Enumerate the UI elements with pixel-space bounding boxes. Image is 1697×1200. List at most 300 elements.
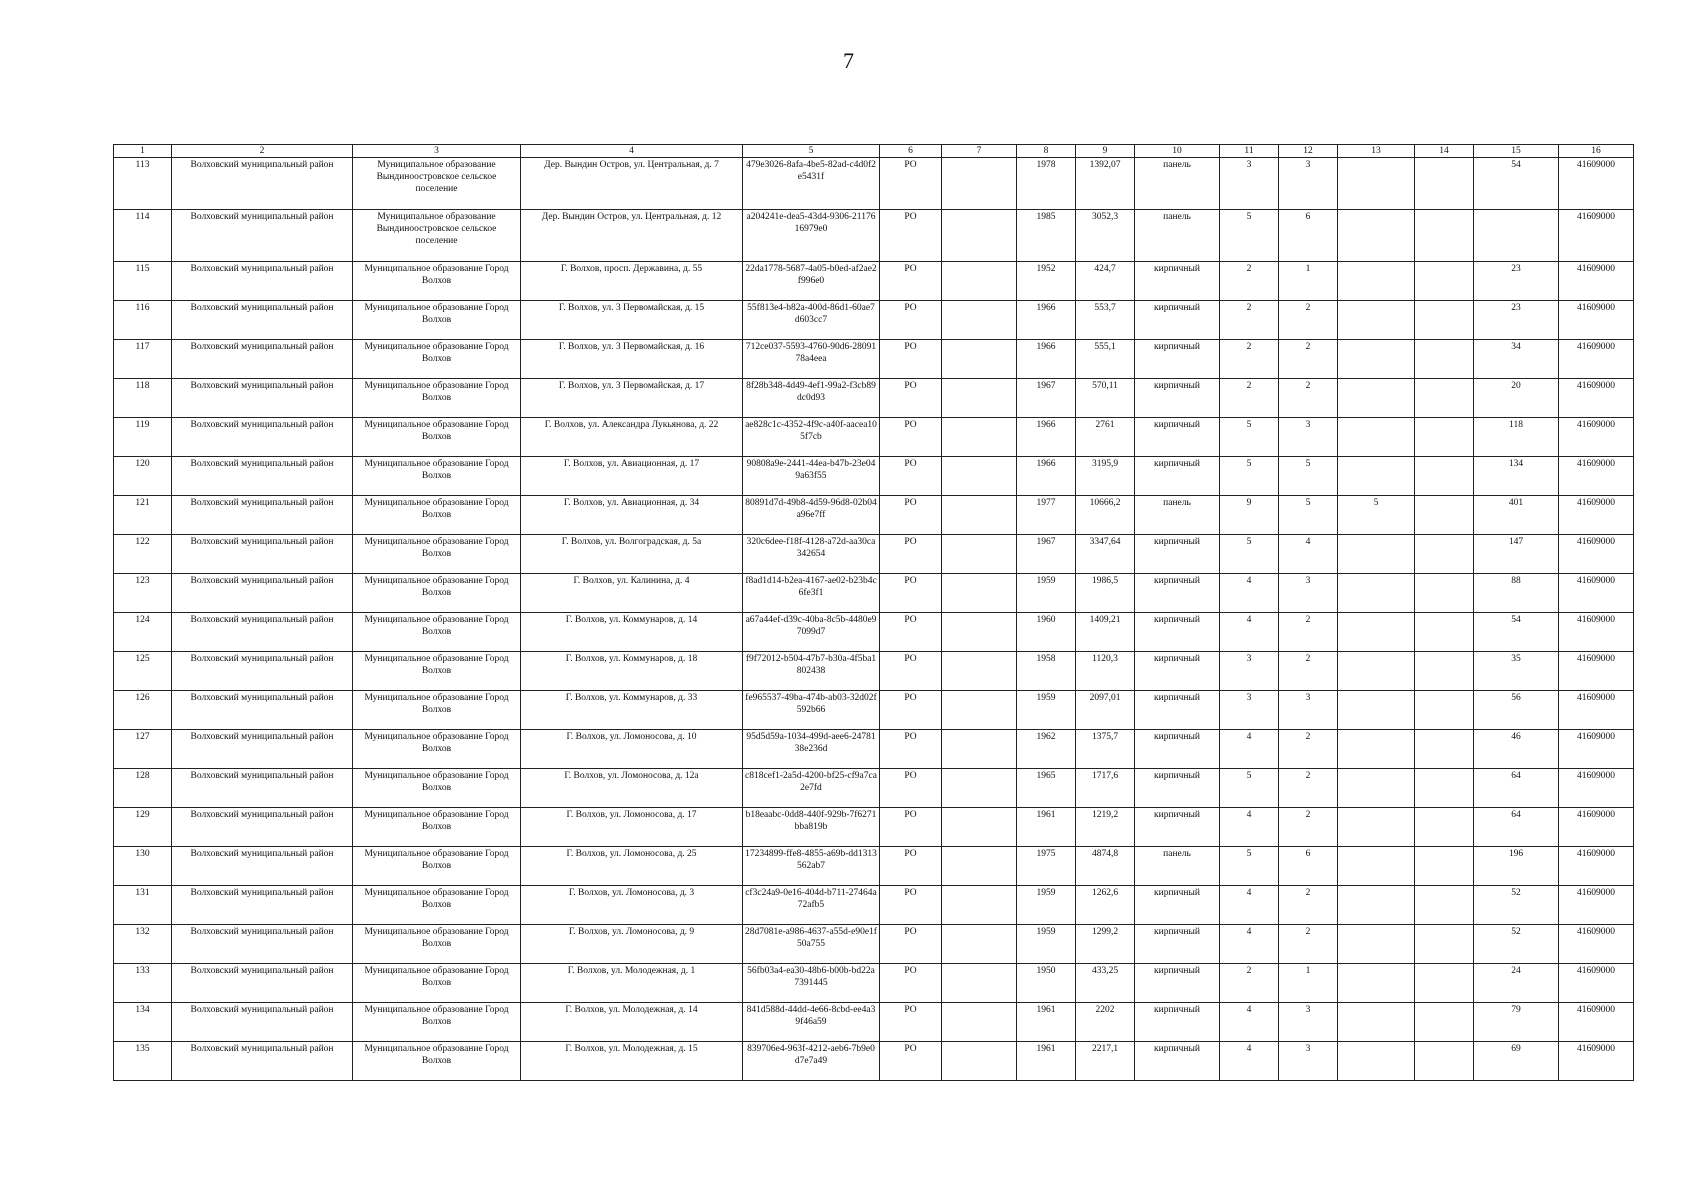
table-cell-col-1: 124 [114,613,172,652]
table-cell-col-10: кирпичный [1135,925,1220,964]
table-cell-col-11: 5 [1220,535,1279,574]
table-cell-col-4: Г. Волхов, ул. Ломоносова, д. 9 [521,925,743,964]
table-cell-col-13 [1338,964,1415,1003]
table-cell-col-10: кирпичный [1135,808,1220,847]
table-row [114,301,1634,340]
table-cell-col-14 [1415,574,1474,613]
table-cell-col-10: кирпичный [1135,1042,1220,1081]
table-cell-col-2: Волховский муниципальный район [172,574,353,613]
table-cell-col-3: Муниципальное образование Город Волхов [353,730,521,769]
table-cell-col-10: панель [1135,847,1220,886]
table-cell-col-3: Муниципальное образование Город Волхов [353,457,521,496]
table-cell-col-3: Муниципальное образование Город Волхов [353,613,521,652]
table-cell-col-6: РО [880,886,942,925]
table-cell-col-3: Муниципальное образование Город Волхов [353,847,521,886]
table-cell-col-10: кирпичный [1135,691,1220,730]
table-cell-col-16: 41609000 [1559,808,1634,847]
table-cell-col-14 [1415,301,1474,340]
table-cell-col-13 [1338,379,1415,418]
table-cell-col-8: 1959 [1017,886,1076,925]
table-cell-col-5: fe965537-49ba-474b-ab03-32d02f592b66 [743,691,880,730]
table-cell-col-1: 119 [114,418,172,457]
table-cell-col-12: 6 [1279,210,1338,262]
table-cell-col-13 [1338,418,1415,457]
table-cell-col-11: 5 [1220,418,1279,457]
table-cell-col-6: РО [880,158,942,210]
table-row [114,210,1634,262]
table-cell-col-3: Муниципальное образование Вындиноостровское сельское поселение [353,158,521,210]
table-cell-col-7 [942,340,1017,379]
table-row [114,158,1634,210]
table-cell-col-12: 4 [1279,535,1338,574]
table-cell-col-12: 2 [1279,808,1338,847]
table-cell-col-8: 1958 [1017,652,1076,691]
table-cell-col-12: 3 [1279,691,1338,730]
table-cell-col-9: 1120,3 [1076,652,1135,691]
table-cell-col-10: кирпичный [1135,457,1220,496]
table-cell-col-7 [942,301,1017,340]
table-cell-col-9: 555,1 [1076,340,1135,379]
table-cell-col-15 [1474,210,1559,262]
table-cell-col-2: Волховский муниципальный район [172,535,353,574]
table-header [114,145,1634,158]
table-cell-col-16: 41609000 [1559,769,1634,808]
table-cell-col-14 [1415,847,1474,886]
table-cell-col-13 [1338,691,1415,730]
table-cell-col-2: Волховский муниципальный район [172,613,353,652]
table-row [114,613,1634,652]
table-cell-col-16: 41609000 [1559,847,1634,886]
table-cell-col-16: 41609000 [1559,301,1634,340]
table-cell-col-2: Волховский муниципальный район [172,886,353,925]
column-header-15: 15 [1474,145,1559,158]
table-cell-col-2: Волховский муниципальный район [172,457,353,496]
table-cell-col-9: 1392,07 [1076,158,1135,210]
table-cell-col-8: 1961 [1017,808,1076,847]
table-cell-col-15: 54 [1474,158,1559,210]
table-cell-col-5: f8ad1d14-b2ea-4167-ae02-b23b4c6fe3f1 [743,574,880,613]
table-cell-col-4: Г. Волхов, ул. Александра Лукьянова, д. 22 [521,418,743,457]
table-cell-col-13 [1338,925,1415,964]
table-cell-col-15: 20 [1474,379,1559,418]
table-cell-col-8: 1975 [1017,847,1076,886]
table-cell-col-4: Г. Волхов, ул. Коммунаров, д. 18 [521,652,743,691]
table-cell-col-2: Волховский муниципальный район [172,1003,353,1042]
table-row [114,808,1634,847]
table-cell-col-5: 320c6dee-f18f-4128-a72d-aa30ca342654 [743,535,880,574]
table-cell-col-11: 2 [1220,964,1279,1003]
table-cell-col-3: Муниципальное образование Город Волхов [353,769,521,808]
table-cell-col-4: Г. Волхов, ул. Ломоносова, д. 3 [521,886,743,925]
table-cell-col-11: 5 [1220,210,1279,262]
table-cell-col-16: 41609000 [1559,886,1634,925]
table-cell-col-12: 2 [1279,886,1338,925]
table-cell-col-3: Муниципальное образование Город Волхов [353,496,521,535]
table-cell-col-5: a67a44ef-d39c-40ba-8c5b-4480e97099d7 [743,613,880,652]
table-cell-col-12: 3 [1279,1042,1338,1081]
table-cell-col-7 [942,652,1017,691]
column-header-1: 1 [114,145,172,158]
table-cell-col-15: 23 [1474,262,1559,301]
table-cell-col-4: Г. Волхов, ул. Авиационная, д. 34 [521,496,743,535]
table-cell-col-13 [1338,730,1415,769]
table-cell-col-10: кирпичный [1135,964,1220,1003]
table-row [114,535,1634,574]
table-cell-col-9: 2202 [1076,1003,1135,1042]
table-cell-col-3: Муниципальное образование Город Волхов [353,301,521,340]
table-cell-col-7 [942,691,1017,730]
table-row [114,886,1634,925]
table-row [114,730,1634,769]
table-cell-col-15: 64 [1474,769,1559,808]
table-cell-col-2: Волховский муниципальный район [172,925,353,964]
table-cell-col-11: 2 [1220,379,1279,418]
table-cell-col-5: 95d5d59a-1034-499d-aee6-2478138e236d [743,730,880,769]
table-cell-col-9: 2217,1 [1076,1042,1135,1081]
table-cell-col-12: 2 [1279,379,1338,418]
table-cell-col-10: кирпичный [1135,1003,1220,1042]
table-cell-col-8: 1959 [1017,925,1076,964]
table-cell-col-3: Муниципальное образование Город Волхов [353,262,521,301]
table-cell-col-12: 3 [1279,574,1338,613]
table-cell-col-5: a204241e-dea5-43d4-9306-2117616979e0 [743,210,880,262]
table-cell-col-13 [1338,613,1415,652]
table-cell-col-11: 9 [1220,496,1279,535]
table-cell-col-6: РО [880,457,942,496]
table-cell-col-6: РО [880,262,942,301]
table-cell-col-11: 4 [1220,574,1279,613]
table-cell-col-6: РО [880,652,942,691]
table-cell-col-5: 90808a9e-2441-44ea-b47b-23e049a63f55 [743,457,880,496]
table-cell-col-8: 1960 [1017,613,1076,652]
table-cell-col-15: 134 [1474,457,1559,496]
table-cell-col-12: 2 [1279,652,1338,691]
table-cell-col-3: Муниципальное образование Город Волхов [353,652,521,691]
table-row [114,964,1634,1003]
table-row [114,457,1634,496]
table-cell-col-5: 28d7081e-a986-4637-a55d-e90e1f50a755 [743,925,880,964]
table-cell-col-14 [1415,496,1474,535]
table-cell-col-7 [942,379,1017,418]
table-cell-col-8: 1965 [1017,769,1076,808]
table-cell-col-6: РО [880,847,942,886]
table-row [114,1042,1634,1081]
table-cell-col-14 [1415,886,1474,925]
table-cell-col-4: Г. Волхов, ул. Молодежная, д. 15 [521,1042,743,1081]
table-cell-col-15: 24 [1474,964,1559,1003]
table-cell-col-6: РО [880,691,942,730]
table-cell-col-7 [942,457,1017,496]
table-cell-col-13 [1338,262,1415,301]
table-cell-col-3: Муниципальное образование Город Волхов [353,379,521,418]
table-cell-col-6: РО [880,613,942,652]
table-cell-col-7 [942,574,1017,613]
table-cell-col-9: 1409,21 [1076,613,1135,652]
table-cell-col-6: РО [880,769,942,808]
table-cell-col-5: 8f28b348-4d49-4ef1-99a2-f3cb89dc0d93 [743,379,880,418]
table-cell-col-3: Муниципальное образование Город Волхов [353,340,521,379]
table-cell-col-11: 4 [1220,808,1279,847]
table-cell-col-15: 46 [1474,730,1559,769]
table-cell-col-7 [942,847,1017,886]
table-cell-col-6: РО [880,925,942,964]
table-cell-col-8: 1966 [1017,418,1076,457]
table-cell-col-8: 1961 [1017,1003,1076,1042]
table-cell-col-16: 41609000 [1559,652,1634,691]
table-cell-col-10: кирпичный [1135,340,1220,379]
table-cell-col-8: 1967 [1017,379,1076,418]
column-header-2: 2 [172,145,353,158]
housing-registry-table [113,144,1634,1081]
table-cell-col-14 [1415,769,1474,808]
table-cell-col-9: 2097,01 [1076,691,1135,730]
table-cell-col-12: 2 [1279,769,1338,808]
table-cell-col-12: 2 [1279,301,1338,340]
page-number: 7 [843,48,854,73]
table-cell-col-9: 1262,6 [1076,886,1135,925]
table-cell-col-15: 52 [1474,886,1559,925]
table-cell-col-9: 1986,5 [1076,574,1135,613]
table-cell-col-4: Г. Волхов, ул. Авиационная, д. 17 [521,457,743,496]
table-cell-col-3: Муниципальное образование Город Волхов [353,535,521,574]
table-cell-col-1: 127 [114,730,172,769]
table-cell-col-5: ae828c1c-4352-4f9c-a40f-aacea105f7cb [743,418,880,457]
table-cell-col-2: Волховский муниципальный район [172,847,353,886]
table-cell-col-16: 41609000 [1559,262,1634,301]
table-cell-col-4: Г. Волхов, ул. Ломоносова, д. 10 [521,730,743,769]
table-cell-col-8: 1977 [1017,496,1076,535]
table-cell-col-4: Г. Волхов, ул. Ломоносова, д. 25 [521,847,743,886]
table-cell-col-14 [1415,808,1474,847]
table-cell-col-16: 41609000 [1559,457,1634,496]
table-cell-col-11: 2 [1220,301,1279,340]
table-cell-col-13 [1338,808,1415,847]
column-header-8: 8 [1017,145,1076,158]
table-cell-col-14 [1415,535,1474,574]
table-cell-col-9: 3195,9 [1076,457,1135,496]
table-cell-col-12: 1 [1279,964,1338,1003]
column-header-16: 16 [1559,145,1634,158]
table-cell-col-5: 712ce037-5593-4760-90d6-2809178a4eea [743,340,880,379]
table-row [114,262,1634,301]
table-cell-col-4: Дер. Вындин Остров, ул. Центральная, д. 7 [521,158,743,210]
table-cell-col-13: 5 [1338,496,1415,535]
table-cell-col-4: Г. Волхов, ул. Волгоградская, д. 5а [521,535,743,574]
column-header-9: 9 [1076,145,1135,158]
table-cell-col-15: 196 [1474,847,1559,886]
table-cell-col-14 [1415,652,1474,691]
table-cell-col-14 [1415,418,1474,457]
table-body [114,158,1634,1081]
table-cell-col-15: 64 [1474,808,1559,847]
table-cell-col-10: кирпичный [1135,574,1220,613]
table-cell-col-5: cf3c24a9-0e16-404d-b711-27464a72afb5 [743,886,880,925]
table-cell-col-6: РО [880,496,942,535]
table-cell-col-2: Волховский муниципальный район [172,262,353,301]
table-cell-col-8: 1985 [1017,210,1076,262]
table-cell-col-1: 126 [114,691,172,730]
column-header-5: 5 [743,145,880,158]
table-cell-col-14 [1415,158,1474,210]
table-cell-col-1: 115 [114,262,172,301]
table-cell-col-7 [942,496,1017,535]
table-cell-col-16: 41609000 [1559,379,1634,418]
table-cell-col-15: 35 [1474,652,1559,691]
table-cell-col-2: Волховский муниципальный район [172,808,353,847]
table-cell-col-7 [942,262,1017,301]
table-cell-col-2: Волховский муниципальный район [172,652,353,691]
table-cell-col-13 [1338,652,1415,691]
table-cell-col-16: 41609000 [1559,535,1634,574]
table-cell-col-15: 23 [1474,301,1559,340]
table-cell-col-9: 1219,2 [1076,808,1135,847]
table-cell-col-9: 433,25 [1076,964,1135,1003]
table-cell-col-16: 41609000 [1559,730,1634,769]
column-header-4: 4 [521,145,743,158]
table-cell-col-1: 121 [114,496,172,535]
table-cell-col-4: Г. Волхов, ул. Коммунаров, д. 33 [521,691,743,730]
table-cell-col-15: 88 [1474,574,1559,613]
table-cell-col-13 [1338,301,1415,340]
table-cell-col-16: 41609000 [1559,418,1634,457]
table-cell-col-10: панель [1135,210,1220,262]
table-cell-col-10: кирпичный [1135,535,1220,574]
table-cell-col-12: 5 [1279,457,1338,496]
table-cell-col-12: 6 [1279,847,1338,886]
table-cell-col-2: Волховский муниципальный район [172,730,353,769]
table-cell-col-3: Муниципальное образование Город Волхов [353,1042,521,1081]
table-cell-col-5: 841d588d-44dd-4e66-8cbd-ee4a39f46a59 [743,1003,880,1042]
table-cell-col-4: Дер. Вындин Остров, ул. Центральная, д. 12 [521,210,743,262]
table-cell-col-7 [942,418,1017,457]
table-cell-col-1: 132 [114,925,172,964]
table-cell-col-1: 134 [114,1003,172,1042]
table-cell-col-9: 1299,2 [1076,925,1135,964]
table-row [114,1003,1634,1042]
table-cell-col-6: РО [880,730,942,769]
table-cell-col-15: 56 [1474,691,1559,730]
table-cell-col-2: Волховский муниципальный район [172,418,353,457]
table-cell-col-6: РО [880,1003,942,1042]
table-cell-col-4: Г. Волхов, ул. Молодежная, д. 14 [521,1003,743,1042]
table-cell-col-7 [942,613,1017,652]
table-cell-col-15: 79 [1474,1003,1559,1042]
table-cell-col-10: кирпичный [1135,379,1220,418]
table-row [114,847,1634,886]
table-cell-col-14 [1415,262,1474,301]
table-cell-col-14 [1415,1003,1474,1042]
table-cell-col-10: кирпичный [1135,730,1220,769]
table-cell-col-9: 10666,2 [1076,496,1135,535]
table-cell-col-12: 3 [1279,158,1338,210]
table-cell-col-14 [1415,964,1474,1003]
table-cell-col-8: 1962 [1017,730,1076,769]
table-cell-col-7 [942,808,1017,847]
table-cell-col-8: 1952 [1017,262,1076,301]
table-cell-col-15: 401 [1474,496,1559,535]
header-row [114,145,1634,158]
table-cell-col-16: 41609000 [1559,613,1634,652]
table-cell-col-8: 1950 [1017,964,1076,1003]
table-cell-col-1: 118 [114,379,172,418]
table-cell-col-13 [1338,340,1415,379]
table-row [114,652,1634,691]
table-cell-col-2: Волховский муниципальный район [172,964,353,1003]
table-cell-col-4: Г. Волхов, ул. Ломоносова, д. 17 [521,808,743,847]
column-header-10: 10 [1135,145,1220,158]
table-cell-col-4: Г. Волхов, ул. 3 Первомайская, д. 15 [521,301,743,340]
table-cell-col-7 [942,158,1017,210]
table-cell-col-6: РО [880,535,942,574]
table-cell-col-11: 3 [1220,158,1279,210]
table-cell-col-1: 131 [114,886,172,925]
table-cell-col-8: 1966 [1017,340,1076,379]
table-cell-col-11: 4 [1220,613,1279,652]
table-cell-col-7 [942,1003,1017,1042]
table-cell-col-14 [1415,691,1474,730]
table-cell-col-6: РО [880,964,942,1003]
table-cell-col-8: 1967 [1017,535,1076,574]
table-cell-col-6: РО [880,418,942,457]
table-cell-col-7 [942,210,1017,262]
table-row [114,340,1634,379]
table-cell-col-3: Муниципальное образование Город Волхов [353,925,521,964]
table-cell-col-4: Г. Волхов, ул. Коммунаров, д. 14 [521,613,743,652]
table-cell-col-10: кирпичный [1135,418,1220,457]
table-cell-col-10: панель [1135,158,1220,210]
table-row [114,769,1634,808]
table-cell-col-5: 56fb03a4-ea30-48b6-b00b-bd22a7391445 [743,964,880,1003]
table-cell-col-2: Волховский муниципальный район [172,1042,353,1081]
table-cell-col-16: 41609000 [1559,1042,1634,1081]
table-cell-col-12: 2 [1279,613,1338,652]
table-cell-col-14 [1415,379,1474,418]
table-cell-col-16: 41609000 [1559,574,1634,613]
table-cell-col-1: 130 [114,847,172,886]
table-cell-col-9: 1375,7 [1076,730,1135,769]
table-cell-col-4: Г. Волхов, ул. Ломоносова, д. 12а [521,769,743,808]
table-cell-col-11: 4 [1220,1003,1279,1042]
table-cell-col-2: Волховский муниципальный район [172,691,353,730]
column-header-12: 12 [1279,145,1338,158]
table-cell-col-10: кирпичный [1135,652,1220,691]
table-cell-col-6: РО [880,1042,942,1081]
table-cell-col-10: панель [1135,496,1220,535]
table-cell-col-11: 3 [1220,691,1279,730]
table-cell-col-3: Муниципальное образование Город Волхов [353,574,521,613]
table-cell-col-11: 4 [1220,1042,1279,1081]
table-cell-col-10: кирпичный [1135,301,1220,340]
table-row [114,379,1634,418]
table-cell-col-14 [1415,340,1474,379]
table-cell-col-12: 2 [1279,730,1338,769]
table-cell-col-3: Муниципальное образование Город Волхов [353,1003,521,1042]
table-cell-col-16: 41609000 [1559,496,1634,535]
table-cell-col-2: Волховский муниципальный район [172,301,353,340]
table-cell-col-4: Г. Волхов, ул. 3 Первомайская, д. 17 [521,379,743,418]
table-cell-col-1: 122 [114,535,172,574]
table-cell-col-1: 125 [114,652,172,691]
table-cell-col-13 [1338,886,1415,925]
table-cell-col-9: 3347,64 [1076,535,1135,574]
table-cell-col-1: 116 [114,301,172,340]
table-cell-col-5: 80891d7d-49b8-4d59-96d8-02b04a96e7ff [743,496,880,535]
table-cell-col-10: кирпичный [1135,886,1220,925]
table-cell-col-16: 41609000 [1559,925,1634,964]
column-header-3: 3 [353,145,521,158]
table-cell-col-11: 3 [1220,652,1279,691]
table-cell-col-9: 4874,8 [1076,847,1135,886]
